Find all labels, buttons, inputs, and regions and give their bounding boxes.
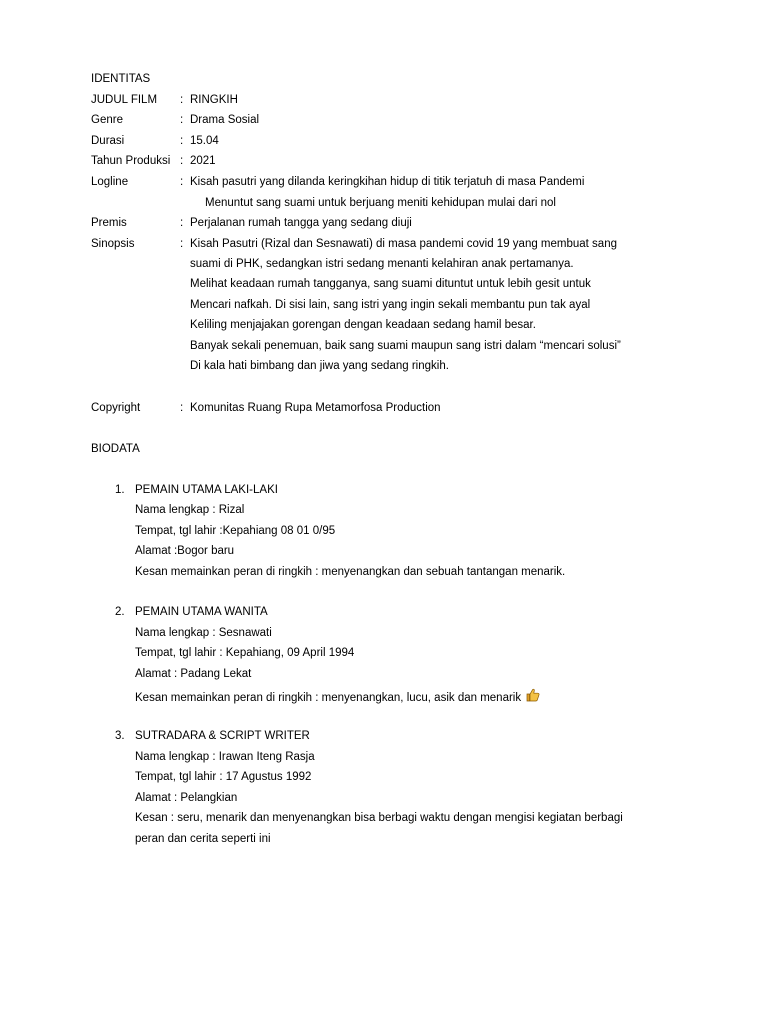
logline-line: Menuntut sang suami untuk berjuang meniti kehidupan mulai dari nol — [205, 197, 556, 209]
biodata-item-line: Kesan memainkan peran di ringkih : menyenangkan, lucu, asik dan menarik — [135, 692, 522, 704]
sinopsis-line: Kisah Pasutri (Rizal dan Sesnawati) di masa pandemi covid 19 yang membuat sang — [190, 238, 617, 250]
biodata-item-kesan — [135, 688, 540, 705]
tahun-produksi-value: 2021 — [190, 155, 216, 167]
biodata-item-line: Tempat, tgl lahir : Kepahiang, 09 April 1994 — [135, 647, 355, 659]
biodata-item-number: 1. — [115, 484, 125, 496]
biodata-item-line: Tempat, tgl lahir : 17 Agustus 1992 — [135, 771, 312, 783]
sinopsis-line: Banyak sekali penemuan, baik sang suami maupun sang istri dalam “mencari solusi” — [190, 340, 621, 352]
biodata-item-line: Nama lengkap : Rizal — [135, 504, 245, 516]
biodata-item-line: Alamat : Pelangkian — [135, 792, 238, 804]
biodata-item-number: 3. — [115, 730, 125, 742]
judul-film-value: RINGKIH — [190, 94, 238, 106]
thumbs-up-icon — [526, 688, 540, 705]
identitas-heading: IDENTITAS — [91, 73, 151, 85]
biodata-item-line: Nama lengkap : Irawan Iteng Rasja — [135, 751, 315, 763]
genre-value: Drama Sosial — [190, 114, 260, 126]
tahun-produksi-colon: : — [180, 155, 184, 167]
genre-label: Genre — [91, 114, 123, 126]
sinopsis-line: Melihat keadaan rumah tangganya, sang suami dituntut untuk lebih gesit untuk — [190, 278, 591, 290]
biodata-heading: BIODATA — [91, 443, 140, 455]
copyright-label: Copyright — [91, 402, 141, 414]
genre-colon: : — [180, 114, 184, 126]
biodata-item-number: 2. — [115, 606, 125, 618]
biodata-item-line: Tempat, tgl lahir :Kepahiang 08 01 0/95 — [135, 525, 336, 537]
biodata-item-line: Alamat : Padang Lekat — [135, 668, 252, 680]
logline-line: Kisah pasutri yang dilanda keringkihan hidup di titik terjatuh di masa Pandemi — [190, 176, 585, 188]
sinopsis-line: Keliling menjajakan gorengan dengan keadaan sedang hamil besar. — [190, 319, 536, 331]
sinopsis-line: suami di PHK, sedangkan istri sedang menanti kelahiran anak pertamanya. — [190, 258, 574, 270]
biodata-item-line: Nama lengkap : Sesnawati — [135, 627, 272, 639]
biodata-item-title: PEMAIN UTAMA WANITA — [135, 606, 268, 618]
sinopsis-line: Di kala hati bimbang dan jiwa yang sedang ringkih. — [190, 360, 449, 372]
premis-colon: : — [180, 217, 184, 229]
sinopsis-colon: : — [180, 238, 184, 250]
durasi-label: Durasi — [91, 135, 125, 147]
sinopsis-label: Sinopsis — [91, 238, 135, 250]
judul-film-colon: : — [180, 94, 184, 106]
logline-colon: : — [180, 176, 184, 188]
biodata-item-line: Alamat :Bogor baru — [135, 545, 235, 557]
copyright-colon: : — [180, 402, 184, 414]
logline-label: Logline — [91, 176, 129, 188]
premis-value: Perjalanan rumah tangga yang sedang diuji — [190, 217, 412, 229]
biodata-item-title: SUTRADARA & SCRIPT WRITER — [135, 730, 310, 742]
sinopsis-line: Mencari nafkah. Di sisi lain, sang istri yang ingin sekali membantu pun tak ayal — [190, 299, 591, 311]
biodata-item-line: peran dan cerita seperti ini — [135, 833, 271, 845]
biodata-item-line: Kesan : seru, menarik dan menyenangkan bisa berbagi waktu dengan mengisi kegiatan berbagi — [135, 812, 623, 824]
tahun-produksi-label: Tahun Produksi — [91, 155, 171, 167]
biodata-item-line: Kesan memainkan peran di ringkih : menyenangkan dan sebuah tantangan menarik. — [135, 566, 566, 578]
biodata-item-title: PEMAIN UTAMA LAKI-LAKI — [135, 484, 278, 496]
judul-film-label: JUDUL FILM — [91, 94, 158, 106]
premis-label: Premis — [91, 217, 127, 229]
copyright-value: Komunitas Ruang Rupa Metamorfosa Production — [190, 402, 441, 414]
durasi-value: 15.04 — [190, 135, 219, 147]
durasi-colon: : — [180, 135, 184, 147]
